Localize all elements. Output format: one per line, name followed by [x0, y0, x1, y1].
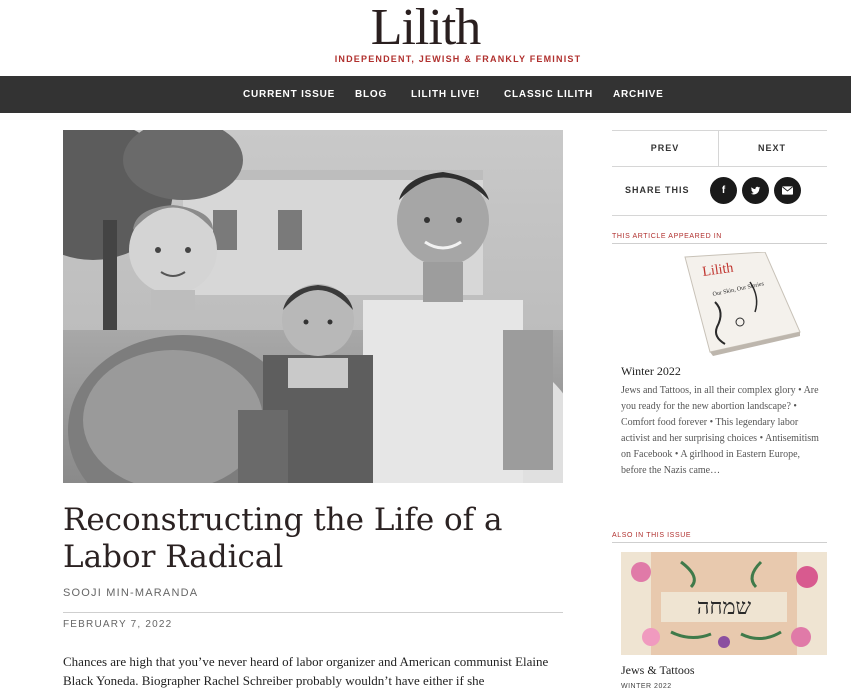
nav-item-archive[interactable]: ARCHIVE — [613, 89, 664, 100]
site-logo[interactable]: Lilith — [370, 0, 481, 56]
magazine-headline: Our Skin, Our Stories — [712, 281, 765, 298]
issue-description: Jews and Tattoos, in all their complex glory • Are you ready for the new abortion landscape? • Comfort food forever • This legendary labor activist and her surprising choices • Antisemitism on Facebook • A girlhood in Eastern Europe, before the Nazis came… — [621, 385, 819, 476]
facebook-icon[interactable]: f — [710, 177, 737, 204]
also-in-issue-label: ALSO IN THIS ISSUE — [612, 532, 827, 543]
article-body: Chances are high that you’ve never heard of labor organizer and American communist Elaine Black Yoneda. Biographer Rachel Schreiber probably wouldn’t have either if she — [63, 654, 549, 688]
email-icon[interactable] — [774, 177, 801, 204]
site-header — [0, 0, 851, 76]
related-article-image[interactable] — [621, 552, 827, 655]
appeared-in-label: THIS ARTICLE APPEARED IN — [612, 233, 827, 244]
tattoo-hebrew-text: שמחה — [696, 595, 752, 620]
site-tagline: INDEPENDENT, JEWISH & FRANKLY FEMINIST — [334, 54, 582, 64]
divider — [63, 612, 563, 613]
nav-item-blog[interactable]: BLOG — [355, 89, 388, 100]
article-author[interactable]: SOOJI MIN-MARANDA — [63, 587, 199, 599]
related-article-issue: WINTER 2022 — [621, 683, 672, 690]
nav-item-current-issue[interactable]: CURRENT ISSUE — [243, 89, 336, 100]
share-bar — [612, 167, 827, 216]
issue-title-link[interactable]: Winter 2022 — [621, 364, 681, 378]
magazine-masthead: Lilith — [701, 260, 735, 280]
article-hero-photo — [63, 130, 563, 483]
related-article-title[interactable]: Jews & Tattoos — [621, 663, 695, 677]
share-label: SHARE THIS — [625, 185, 690, 195]
prev-next-nav — [612, 130, 827, 167]
nav-item-classic-lilith[interactable]: CLASSIC LILITH — [504, 89, 593, 100]
article-title: Reconstructing the Life of a Labor Radical — [63, 502, 503, 575]
article-date: FEBRUARY 7, 2022 — [63, 619, 173, 630]
next-button[interactable]: NEXT — [757, 143, 786, 153]
prev-button[interactable]: PREV — [650, 143, 680, 153]
twitter-icon[interactable] — [742, 177, 769, 204]
nav-item-lilith-live[interactable]: LILITH LIVE! — [411, 89, 481, 100]
magazine-cover-image[interactable] — [655, 252, 805, 357]
main-nav — [0, 76, 851, 113]
